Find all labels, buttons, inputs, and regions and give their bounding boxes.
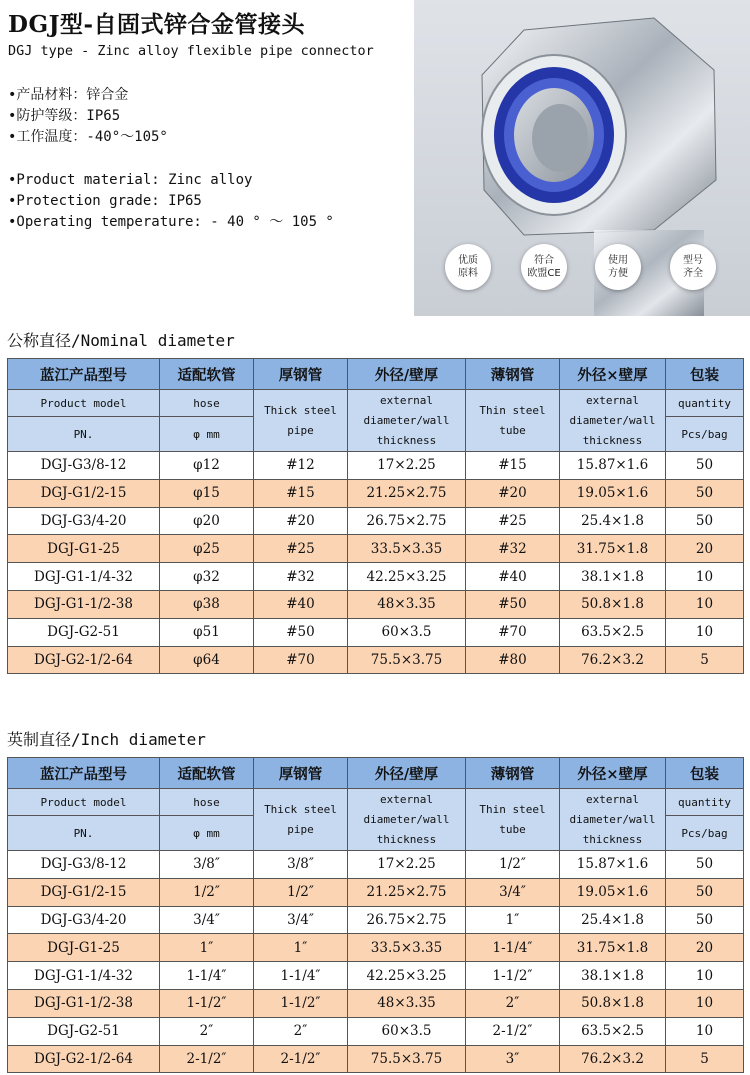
cell-quantity: 50 — [666, 851, 744, 879]
header-ext-wall-cn: 外径/壁厚 — [348, 359, 466, 390]
cell-ext-wall2: 76.2×3.2 — [560, 646, 666, 674]
header-ext-wall2-cn: 外径×壁厚 — [560, 359, 666, 390]
cell-thick-pipe: 1-1/4″ — [254, 962, 348, 990]
cell-thin-tube: #25 — [466, 507, 560, 535]
cell-ext-wall2: 50.8×1.8 — [560, 989, 666, 1017]
spec-material-en: •Product material: Zinc alloy — [8, 172, 253, 188]
header-pack-en: quantity — [666, 789, 744, 816]
cell-ext-wall2: 19.05×1.6 — [560, 479, 666, 507]
cell-quantity: 10 — [666, 962, 744, 990]
table-row — [8, 563, 744, 591]
cell-model: DGJ-G1-1/2-38 — [8, 989, 160, 1017]
cell-ext-wall: 60×3.5 — [348, 618, 466, 646]
cell-ext-wall: 17×2.25 — [348, 452, 466, 480]
cell-ext-wall: 75.5×3.75 — [348, 646, 466, 674]
cell-model: DGJ-G2-1/2-64 — [8, 1045, 160, 1073]
cell-hose: 3/8″ — [160, 851, 254, 879]
header-pack-cn: 包装 — [666, 359, 744, 390]
cell-thick-pipe: #32 — [254, 563, 348, 591]
header-hose-en: hose — [160, 390, 254, 417]
nominal-table — [7, 358, 744, 674]
table-row — [8, 851, 744, 879]
header-model-en: Product model — [8, 789, 160, 816]
header-thin-en: Thin steel tube — [466, 390, 560, 452]
header-pn: PN. — [8, 417, 160, 452]
inch-table — [7, 757, 744, 1073]
spec-grade-en: •Protection grade: IP65 — [8, 193, 202, 209]
cell-ext-wall2: 31.75×1.8 — [560, 535, 666, 563]
spec-temp-cn: •工作温度：-40°～105° — [8, 129, 168, 145]
table-row — [8, 479, 744, 507]
cell-hose: φ20 — [160, 507, 254, 535]
table-row — [8, 962, 744, 990]
cell-quantity: 10 — [666, 618, 744, 646]
table-row — [8, 590, 744, 618]
cell-model: DGJ-G1-25 — [8, 934, 160, 962]
cell-ext-wall2: 63.5×2.5 — [560, 618, 666, 646]
badge-full-range: 型号 齐全 — [670, 244, 716, 290]
cell-model: DGJ-G2-51 — [8, 1017, 160, 1045]
cell-quantity: 50 — [666, 452, 744, 480]
cell-ext-wall2: 15.87×1.6 — [560, 851, 666, 879]
cell-quantity: 10 — [666, 590, 744, 618]
cell-hose: φ12 — [160, 452, 254, 480]
cell-thick-pipe: 3/4″ — [254, 906, 348, 934]
cell-model: DGJ-G3/8-12 — [8, 851, 160, 879]
cell-quantity: 50 — [666, 479, 744, 507]
cell-hose: φ38 — [160, 590, 254, 618]
cell-model: DGJ-G1/2-15 — [8, 479, 160, 507]
header-hose-en: hose — [160, 789, 254, 816]
cell-quantity: 50 — [666, 878, 744, 906]
header-thick-cn: 厚钢管 — [254, 758, 348, 789]
cell-thin-tube: #20 — [466, 479, 560, 507]
cell-ext-wall2: 31.75×1.8 — [560, 934, 666, 962]
header-thick-en: Thick steel pipe — [254, 390, 348, 452]
cell-model: DGJ-G1/2-15 — [8, 878, 160, 906]
header-phi-mm: φ mm — [160, 417, 254, 452]
cell-ext-wall: 75.5×3.75 — [348, 1045, 466, 1073]
cell-quantity: 20 — [666, 535, 744, 563]
header-ext-wall2-en: external diameter/wall thickness — [560, 390, 666, 452]
cell-model: DGJ-G3/4-20 — [8, 507, 160, 535]
cell-thick-pipe: 2″ — [254, 1017, 348, 1045]
cell-quantity: 5 — [666, 646, 744, 674]
cell-ext-wall2: 50.8×1.8 — [560, 590, 666, 618]
cell-ext-wall: 48×3.35 — [348, 590, 466, 618]
header-pcs-bag: Pcs/bag — [666, 816, 744, 851]
spec-temp-en: •Operating temperature: - 40 ° ～ 105 ° — [8, 214, 334, 230]
cell-hose: φ64 — [160, 646, 254, 674]
table-row — [8, 989, 744, 1017]
header-phi-mm: φ mm — [160, 816, 254, 851]
table-row — [8, 452, 744, 480]
cell-hose: 1-1/4″ — [160, 962, 254, 990]
cell-hose: φ32 — [160, 563, 254, 591]
header-ext-wall-en: external diameter/wall thickness — [348, 390, 466, 452]
cell-thick-pipe: #12 — [254, 452, 348, 480]
table-row — [8, 618, 744, 646]
cell-model: DGJ-G1-1/2-38 — [8, 590, 160, 618]
table-row — [8, 535, 744, 563]
cell-thin-tube: 1-1/2″ — [466, 962, 560, 990]
cell-thick-pipe: 2-1/2″ — [254, 1045, 348, 1073]
cell-thin-tube: #32 — [466, 535, 560, 563]
cell-thin-tube: 2-1/2″ — [466, 1017, 560, 1045]
cell-quantity: 50 — [666, 906, 744, 934]
cell-ext-wall: 48×3.35 — [348, 989, 466, 1017]
header-thin-cn: 薄钢管 — [466, 359, 560, 390]
cell-thick-pipe: #40 — [254, 590, 348, 618]
cell-thin-tube: #50 — [466, 590, 560, 618]
cell-model: DGJ-G3/4-20 — [8, 906, 160, 934]
header-ext-wall2-en: external diameter/wall thickness — [560, 789, 666, 851]
table-row — [8, 646, 744, 674]
page-title: DGJ型-自固式锌合金管接头 — [8, 11, 306, 38]
badge-quality: 优质 原料 — [445, 244, 491, 290]
cell-ext-wall: 33.5×3.35 — [348, 934, 466, 962]
cell-ext-wall: 60×3.5 — [348, 1017, 466, 1045]
cell-thin-tube: 1″ — [466, 906, 560, 934]
cell-thin-tube: #40 — [466, 563, 560, 591]
product-photo — [414, 0, 750, 316]
cell-model: DGJ-G1-1/4-32 — [8, 563, 160, 591]
header-ext-wall-cn: 外径/壁厚 — [348, 758, 466, 789]
cell-quantity: 10 — [666, 563, 744, 591]
cell-hose: 2-1/2″ — [160, 1045, 254, 1073]
cell-thick-pipe: #70 — [254, 646, 348, 674]
cell-thin-tube: 2″ — [466, 989, 560, 1017]
cell-thin-tube: #70 — [466, 618, 560, 646]
cell-ext-wall2: 76.2×3.2 — [560, 1045, 666, 1073]
cell-thin-tube: 3/4″ — [466, 878, 560, 906]
cell-quantity: 50 — [666, 507, 744, 535]
cell-thick-pipe: 1/2″ — [254, 878, 348, 906]
cell-hose: 2″ — [160, 1017, 254, 1045]
header-pn: PN. — [8, 816, 160, 851]
header-pcs-bag: Pcs/bag — [666, 417, 744, 452]
page-subtitle: DGJ type - Zinc alloy flexible pipe connector — [8, 43, 374, 59]
table-row — [8, 1017, 744, 1045]
table-row — [8, 1045, 744, 1073]
header-hose-cn: 适配软管 — [160, 359, 254, 390]
cell-model: DGJ-G2-1/2-64 — [8, 646, 160, 674]
spec-list — [8, 85, 334, 233]
cell-ext-wall: 26.75×2.75 — [348, 906, 466, 934]
cell-thick-pipe: #15 — [254, 479, 348, 507]
table-row — [8, 878, 744, 906]
cell-ext-wall2: 38.1×1.8 — [560, 962, 666, 990]
cell-hose: 1-1/2″ — [160, 989, 254, 1017]
header-ext-wall-en: external diameter/wall thickness — [348, 789, 466, 851]
cell-hose: 1/2″ — [160, 878, 254, 906]
cell-hose: 1″ — [160, 934, 254, 962]
cell-ext-wall2: 25.4×1.8 — [560, 507, 666, 535]
cell-ext-wall: 42.25×3.25 — [348, 962, 466, 990]
cell-hose: φ51 — [160, 618, 254, 646]
badge-easy-use: 使用 方便 — [595, 244, 641, 290]
cell-ext-wall: 21.25×2.75 — [348, 479, 466, 507]
cell-thin-tube: 1-1/4″ — [466, 934, 560, 962]
cell-model: DGJ-G3/8-12 — [8, 452, 160, 480]
header-model-cn: 蓝江产品型号 — [8, 758, 160, 789]
cell-model: DGJ-G2-51 — [8, 618, 160, 646]
header-model-cn: 蓝江产品型号 — [8, 359, 160, 390]
cell-ext-wall2: 25.4×1.8 — [560, 906, 666, 934]
table-row — [8, 507, 744, 535]
cell-quantity: 20 — [666, 934, 744, 962]
cell-ext-wall: 26.75×2.75 — [348, 507, 466, 535]
header-thick-en: Thick steel pipe — [254, 789, 348, 851]
header-thin-cn: 薄钢管 — [466, 758, 560, 789]
cell-ext-wall: 17×2.25 — [348, 851, 466, 879]
cell-thin-tube: #15 — [466, 452, 560, 480]
cell-model: DGJ-G1-25 — [8, 535, 160, 563]
header-pack-cn: 包装 — [666, 758, 744, 789]
cell-ext-wall: 21.25×2.75 — [348, 878, 466, 906]
cell-thick-pipe: #20 — [254, 507, 348, 535]
badge-ce: 符合 欧盟CE — [521, 244, 567, 290]
cell-ext-wall2: 19.05×1.6 — [560, 878, 666, 906]
header-thick-cn: 厚钢管 — [254, 359, 348, 390]
cell-hose: φ25 — [160, 535, 254, 563]
cell-quantity: 10 — [666, 1017, 744, 1045]
cell-thick-pipe: #25 — [254, 535, 348, 563]
cell-hose: 3/4″ — [160, 906, 254, 934]
nominal-section-title: 公称直径/Nominal diameter — [7, 331, 235, 350]
cell-ext-wall2: 63.5×2.5 — [560, 1017, 666, 1045]
cell-quantity: 5 — [666, 1045, 744, 1073]
cell-thick-pipe: 1-1/2″ — [254, 989, 348, 1017]
cell-ext-wall2: 38.1×1.8 — [560, 563, 666, 591]
spec-grade-cn: •防护等级：IP65 — [8, 108, 121, 124]
cell-thick-pipe: #50 — [254, 618, 348, 646]
header-model-en: Product model — [8, 390, 160, 417]
cell-model: DGJ-G1-1/4-32 — [8, 962, 160, 990]
table-row — [8, 906, 744, 934]
cell-ext-wall2: 15.87×1.6 — [560, 452, 666, 480]
inch-section-title: 英制直径/Inch diameter — [7, 730, 206, 749]
cell-thick-pipe: 1″ — [254, 934, 348, 962]
spec-material-cn: •产品材料：锌合金 — [8, 87, 129, 103]
header-thin-en: Thin steel tube — [466, 789, 560, 851]
cell-thin-tube: 1/2″ — [466, 851, 560, 879]
table-row — [8, 934, 744, 962]
cell-ext-wall: 42.25×3.25 — [348, 563, 466, 591]
cell-thin-tube: #80 — [466, 646, 560, 674]
cell-thick-pipe: 3/8″ — [254, 851, 348, 879]
cell-thin-tube: 3″ — [466, 1045, 560, 1073]
header-pack-en: quantity — [666, 390, 744, 417]
cell-quantity: 10 — [666, 989, 744, 1017]
cell-ext-wall: 33.5×3.35 — [348, 535, 466, 563]
header-ext-wall2-cn: 外径×壁厚 — [560, 758, 666, 789]
header-hose-cn: 适配软管 — [160, 758, 254, 789]
cell-hose: φ15 — [160, 479, 254, 507]
